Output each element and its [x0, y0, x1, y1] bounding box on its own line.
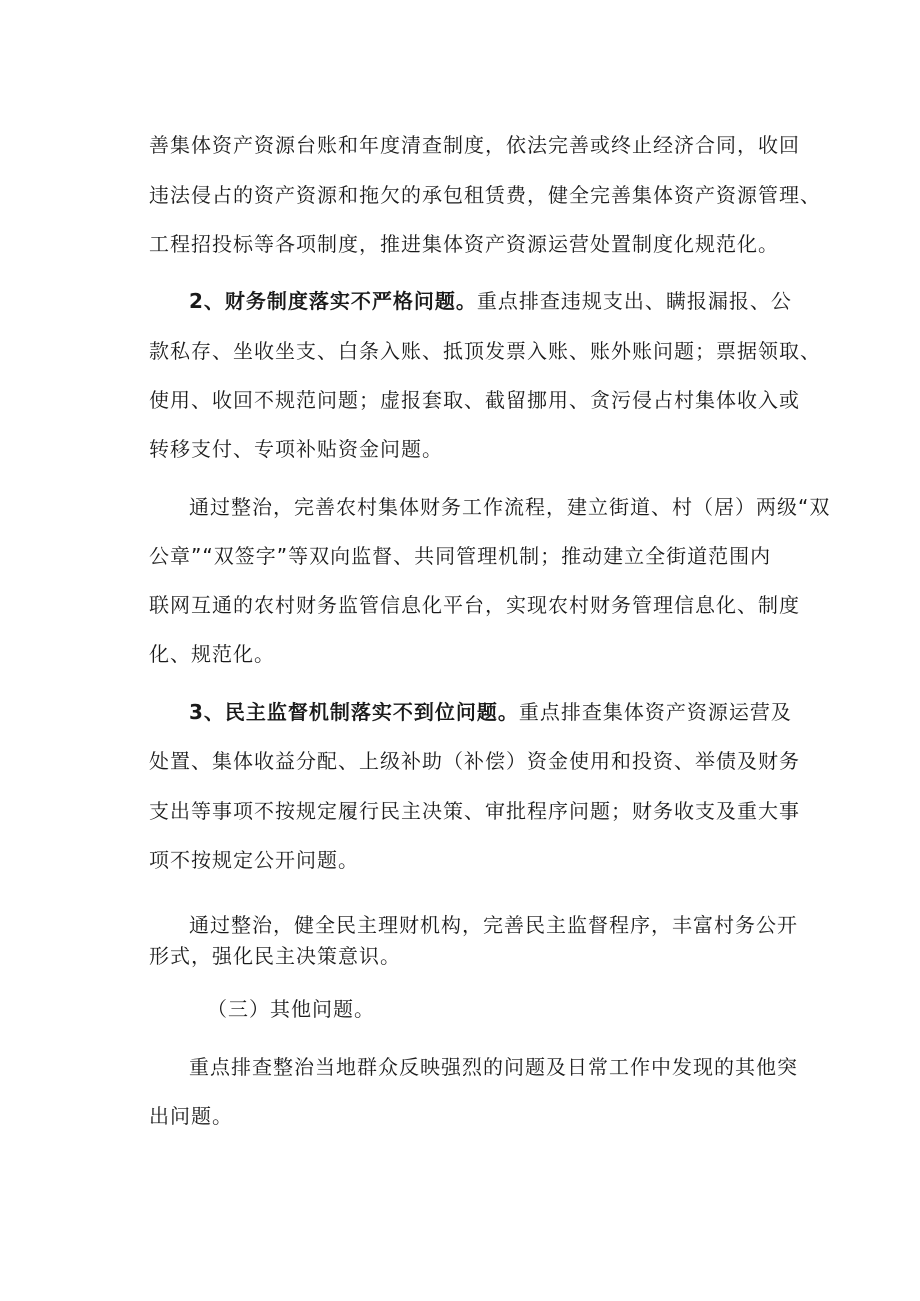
paragraph-2-line-1: [189, 287, 792, 315]
paragraph-4-line-3: 支出等事项不按规定履行民主决策、审批程序问题；财务收支及重大事: [149, 799, 800, 823]
paragraph-4-line-2: 处置、集体收益分配、上级补助（补偿）资金使用和投资、举债及财务: [149, 749, 800, 773]
paragraph-3-line-2: 公章”“双签字”等双向监督、共同管理机制；推动建立全街道范围内: [149, 544, 772, 568]
paragraph-3-line-1: 通过整治，完善农村集体财务工作流程，建立街道、村（居）两级“双: [189, 495, 831, 519]
paragraph-7-line-2: 出问题。: [149, 1104, 233, 1128]
paragraph-3-line-3: 联网互通的农村财务监管信息化平台，实现农村财务管理信息化、制度: [149, 593, 800, 617]
paragraph-3-line-4: 化、规范化。: [149, 642, 275, 666]
section-heading-democratic: 3、民主监督机制落实不到位问题。: [189, 700, 519, 724]
paragraph-1-line-2: 违法侵占的资产资源和拖欠的承包租赁费，健全完善集体资产资源管理、: [149, 183, 821, 207]
paragraph-2-line-1-text: 重点排查违规支出、瞒报漏报、公: [476, 289, 792, 313]
subsection-heading-other: （三）其他问题。: [207, 997, 375, 1021]
paragraph-4-line-1: [189, 698, 792, 726]
paragraph-2-line-3: 使用、收回不规范问题；虚报套取、截留挪用、贪污侵占村集体收入或: [149, 388, 800, 412]
paragraph-7-line-1: 重点排查整治当地群众反映强烈的问题及日常工作中发现的其他突: [189, 1055, 798, 1079]
paragraph-1-line-1: 善集体资产资源台账和年度清查制度，依法完善或终止经济合同，收回: [149, 133, 800, 157]
paragraph-5-line-1: 通过整治，健全民主理财机构，完善民主监督程序，丰富村务公开: [189, 913, 798, 937]
paragraph-2-line-2: 款私存、坐收坐支、白条入账、抵顶发票入账、账外账问题；票据领取、: [149, 339, 821, 363]
paragraph-2-line-4: 转移支付、专项补贴资金问题。: [149, 437, 443, 461]
section-heading-financial: 2、财务制度落实不严格问题。: [189, 289, 477, 313]
paragraph-1-line-3: 工程招投标等各项制度，推进集体资产资源运营处置制度化规范化。: [149, 232, 779, 256]
paragraph-5-line-2: 形式，强化民主决策意识。: [149, 944, 401, 968]
paragraph-4-line-1-text: 重点排查集体资产资源运营及: [518, 700, 792, 724]
paragraph-4-line-4: 项不按规定公开问题。: [149, 848, 359, 872]
